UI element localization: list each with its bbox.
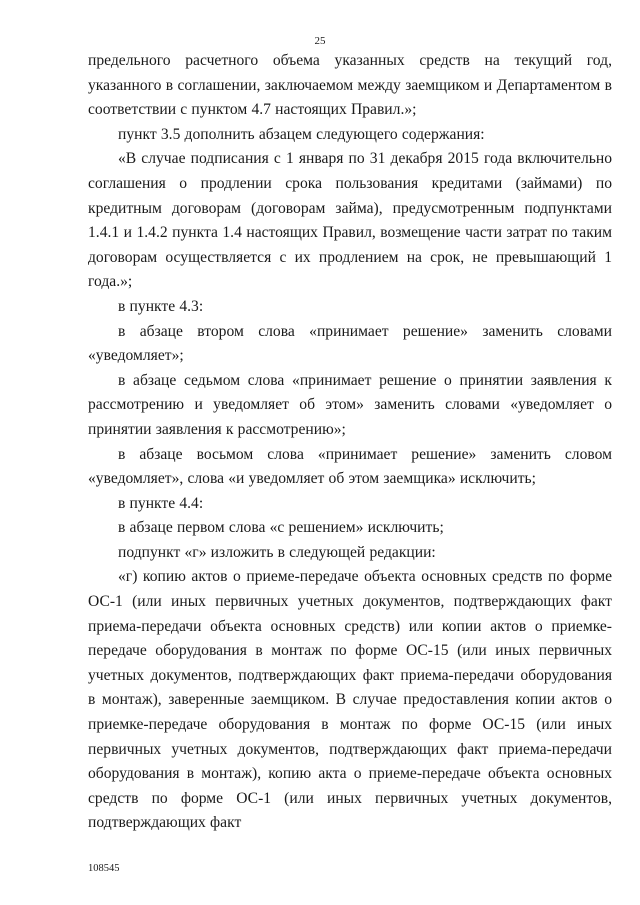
page-number: 25 [314, 35, 326, 47]
paragraph-subpoint-g-text: «г) копию актов о приеме-передаче объекта основных средств по форме ОС-1 (или иных первичных учетных документов, подтверждающих факт приема-передачи объекта основных средств) или копии актов о приемке-передаче оборудования в монтаж по форме ОС-15 (или иных первичных учетных документов, подтверждающих факт приема-передачи оборудования в монтаж), заверенные заемщиком. В случае предоставления копии актов о приемке-передаче оборудования в монтаж по форме ОС-15 (или иных первичных учетных документов, подтверждающих факт приема-передачи оборудования в монтаж), копию акта о приеме-передаче объекта основных средств по форме ОС-1 (или иных первичных учетных документов, подтверждающих факт [88, 568, 612, 832]
paragraph-eighth-abzac: в абзаце восьмом слова «принимает решение» заменить словом «уведомляет», слова «и уведомляет об этом заемщика» исключить; [88, 445, 612, 488]
paragraph-first-abzac: в абзаце первом слова «с решением» исключить; [118, 519, 444, 537]
paragraph-amendment-3-5: пункт 3.5 дополнить абзацем следующего содержания: [118, 125, 485, 143]
paragraph-second-abzac: в абзаце втором слова «принимает решение» заменить словами «уведомляет»; [88, 322, 612, 365]
paragraph-seventh-abzac: в абзаце седьмом слова «принимает решение о принятии заявления к рассмотрению и уведомляет об этом» заменить словами «уведомляет о принятии заявления к рассмотрению»; [88, 371, 612, 438]
document-body [88, 49, 612, 836]
paragraph-point-4-3: в пункте 4.3: [118, 297, 204, 315]
document-code: 108545 [88, 863, 120, 874]
paragraph-point-4-4: в пункте 4.4: [118, 494, 204, 512]
paragraph-subpoint-g: подпункт «г» изложить в следующей редакции: [118, 543, 436, 561]
paragraph-continuation: предельного расчетного объема указанных средств на текущий год, указанного в соглашении, заключаемом между заемщиком и Департаментом в соответствии с пунктом 4.7 настоящих Правил.»; [88, 52, 612, 119]
paragraph-quote-2015: «В случае подписания с 1 января по 31 декабря 2015 года включительно соглашения о продлении срока пользования кредитами (займами) по кредитным договорам (договорам займа), предусмотренным подпунктами 1.4.1 и 1.4.2 пункта 1.4 настоящих Правил, возмещение части затрат по таким договорам осуществляется с их продлением на срок, не превышающий 1 года.»; [88, 150, 612, 291]
